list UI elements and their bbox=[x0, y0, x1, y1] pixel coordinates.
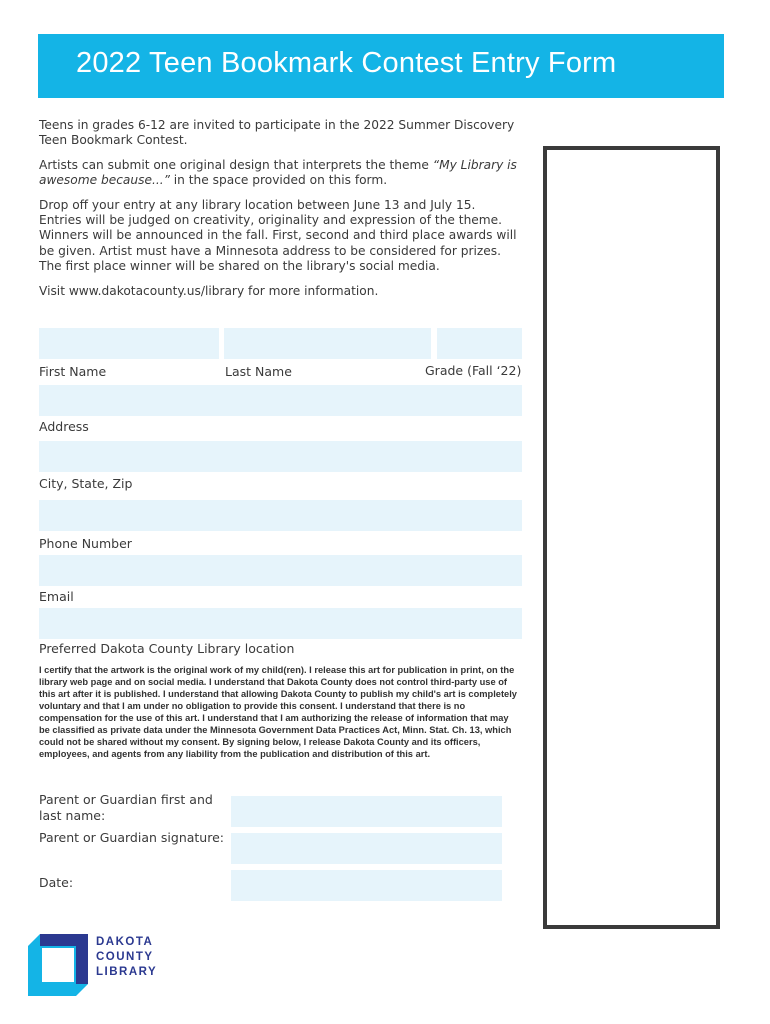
date-label: Date: bbox=[39, 875, 74, 890]
intro-text bbox=[39, 118, 519, 308]
grade-field[interactable] bbox=[437, 328, 522, 359]
intro-theme: “My Library is awesome because...” bbox=[39, 157, 517, 188]
intro-paragraph-4: Visit www.dakotacounty.us/library for more information. bbox=[39, 283, 379, 298]
first-name-field[interactable] bbox=[39, 328, 219, 359]
logo-line-2: COUNTY bbox=[96, 951, 154, 963]
city-state-zip-field[interactable] bbox=[39, 441, 522, 472]
email-label: Email bbox=[39, 589, 74, 604]
last-name-field[interactable] bbox=[224, 328, 431, 359]
form-title: 2022 Teen Bookmark Contest Entry Form bbox=[38, 34, 724, 98]
first-name-label: First Name bbox=[39, 364, 107, 379]
intro-paragraph-1: Teens in grades 6-12 are invited to participate in the 2022 Summer Discovery Teen Bookmark Contest. bbox=[39, 118, 515, 148]
library-location-label: Preferred Dakota County Library location bbox=[39, 641, 295, 656]
intro-paragraph-3: Drop off your entry at any library location between June 13 and July 15. Entries will be judged on creativity, originality and expression of the theme. Winners will be announced in the fall. First, second and third place awards will be given. Artist must have a Minnesota address to be considered for prizes. The first place winner will be shared on the library's social media. bbox=[39, 197, 517, 274]
email-field[interactable] bbox=[39, 555, 522, 586]
last-name-label: Last Name bbox=[225, 364, 292, 379]
grade-label: Grade (Fall ‘22) bbox=[425, 363, 522, 378]
guardian-name-field[interactable] bbox=[231, 796, 502, 827]
consent-statement: I certify that the artwork is the original work of my child(ren). I release this art for publication in print, on the library web page and on social media. I understand that Dakota County does not control third-party use of this art after it is published. I understand that allowing Dakota County to publish my child's art is completely voluntary and that I am under no obligation to provide this consent. I understand that there is no compensation for the use of this art. I understand that I am authorizing the release of information that may be classified as private data under the Minnesota Government Data Practices Act, Minn. Stat. Ch. 13, which could not be shared without my consent. By signing below, I release Dakota County and its officers, employees, and agents from any liability from the publication and distribution of this art. bbox=[39, 665, 517, 759]
library-logo-icon bbox=[28, 934, 88, 996]
artwork-area[interactable] bbox=[543, 146, 720, 929]
intro-theme-before: Artists can submit one original design that interprets the theme bbox=[39, 157, 433, 172]
city-state-zip-label: City, State, Zip bbox=[39, 476, 133, 491]
logo-line-3: LIBRARY bbox=[96, 966, 158, 978]
guardian-signature-field[interactable] bbox=[231, 833, 502, 864]
date-field[interactable] bbox=[231, 870, 502, 901]
library-logo-text bbox=[96, 935, 157, 980]
phone-field[interactable] bbox=[39, 500, 522, 531]
logo-line-1: DAKOTA bbox=[96, 936, 154, 948]
address-label: Address bbox=[39, 419, 89, 434]
intro-theme-after: in the space provided on this form. bbox=[169, 173, 388, 188]
guardian-name-label: Parent or Guardian first and last name: bbox=[39, 792, 213, 823]
phone-label: Phone Number bbox=[39, 536, 132, 551]
library-location-field[interactable] bbox=[39, 608, 522, 639]
guardian-signature-label: Parent or Guardian signature: bbox=[39, 830, 224, 845]
address-field[interactable] bbox=[39, 385, 522, 416]
intro-paragraph-2 bbox=[39, 158, 519, 189]
